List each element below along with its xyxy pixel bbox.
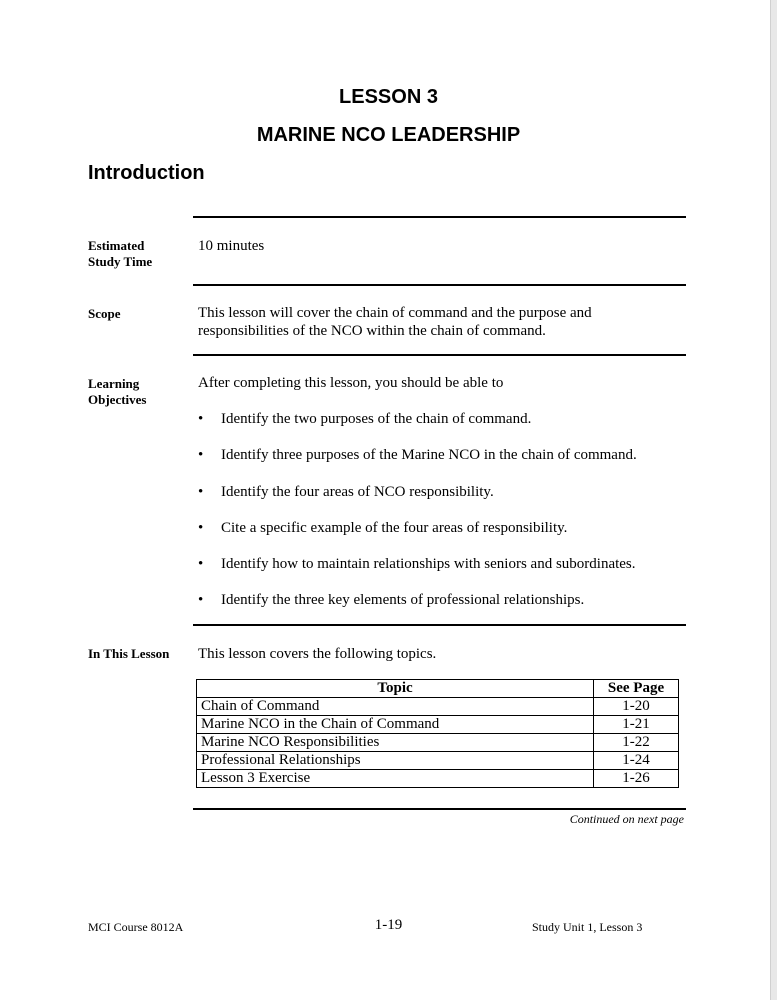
table-row bbox=[197, 770, 679, 788]
column-header-topic: Topic bbox=[197, 680, 594, 698]
objective-text: Identify how to maintain relationships with seniors and subordinates. bbox=[221, 556, 636, 573]
page-cell: 1-26 bbox=[594, 770, 679, 788]
divider-rule bbox=[193, 354, 686, 356]
bullet-icon: • bbox=[198, 592, 204, 609]
page-cell: 1-22 bbox=[594, 734, 679, 752]
topic-cell: Lesson 3 Exercise bbox=[197, 770, 594, 788]
divider-rule bbox=[193, 624, 686, 626]
table-row bbox=[197, 752, 679, 770]
topics-table bbox=[196, 679, 679, 788]
objectives-list bbox=[198, 410, 678, 628]
list-item bbox=[198, 591, 678, 627]
bullet-icon: • bbox=[198, 411, 204, 427]
scope-label: Scope bbox=[88, 306, 121, 321]
bullet-icon: • bbox=[198, 447, 204, 464]
topic-cell: Professional Relationships bbox=[197, 752, 594, 770]
table-header-row bbox=[197, 680, 679, 698]
objective-text: Identify the four areas of NCO responsibility. bbox=[221, 483, 494, 500]
objective-text: Identify the three key elements of professional relationships. bbox=[221, 592, 585, 609]
objective-text: Cite a specific example of the four areas of responsibility. bbox=[221, 519, 568, 536]
topic-cell: Marine NCO in the Chain of Command bbox=[197, 716, 594, 734]
topic-cell: Chain of Command bbox=[197, 698, 594, 716]
topic-cell: Marine NCO Responsibilities bbox=[197, 734, 594, 752]
list-item bbox=[198, 410, 678, 446]
in-this-lesson-intro: This lesson covers the following topics. bbox=[198, 646, 437, 662]
table-row bbox=[197, 698, 679, 716]
objectives-label-line2: Objectives bbox=[88, 392, 147, 407]
list-item bbox=[198, 519, 678, 555]
objectives-intro: After completing this lesson, you should be able to bbox=[198, 375, 504, 391]
section-heading: Introduction bbox=[88, 162, 205, 184]
in-this-lesson-label: In This Lesson bbox=[88, 646, 170, 661]
page-cell: 1-21 bbox=[594, 716, 679, 734]
bullet-icon: • bbox=[198, 483, 204, 500]
study-time-label bbox=[88, 238, 188, 270]
page-cell: 1-20 bbox=[594, 698, 679, 716]
divider-rule bbox=[193, 216, 686, 218]
table-row bbox=[197, 734, 679, 752]
scope-text: This lesson will cover the chain of command and the purpose and responsibilities of the NCO within the chain of command. bbox=[198, 305, 592, 339]
footer-course: MCI Course 8012A bbox=[88, 920, 184, 934]
footer-unit: Study Unit 1, Lesson 3 bbox=[532, 920, 643, 934]
objectives-label bbox=[88, 376, 188, 408]
list-item bbox=[198, 555, 678, 591]
objectives-label-line1: Learning bbox=[88, 376, 140, 391]
objective-text: Identify three purposes of the Marine NCO in the chain of command. bbox=[221, 447, 637, 464]
study-time-label-line2: Study Time bbox=[88, 254, 153, 269]
column-header-page: See Page bbox=[594, 680, 679, 698]
continued-note: Continued on next page bbox=[569, 812, 684, 826]
list-item bbox=[198, 483, 678, 519]
lesson-number: LESSON 3 bbox=[339, 86, 438, 108]
divider-rule bbox=[193, 284, 686, 286]
divider-rule bbox=[193, 808, 686, 810]
footer-page-number: 1-19 bbox=[374, 917, 403, 933]
objective-text: Identify the two purposes of the chain of command. bbox=[221, 411, 532, 427]
study-time-label-line1: Estimated bbox=[88, 238, 145, 253]
table-row bbox=[197, 716, 679, 734]
lesson-title: MARINE NCO LEADERSHIP bbox=[256, 124, 521, 146]
bullet-icon: • bbox=[198, 556, 204, 573]
page-edge bbox=[770, 0, 777, 1000]
list-item bbox=[198, 446, 678, 482]
bullet-icon: • bbox=[198, 519, 204, 536]
page-cell: 1-24 bbox=[594, 752, 679, 770]
study-time-value: 10 minutes bbox=[198, 238, 265, 254]
